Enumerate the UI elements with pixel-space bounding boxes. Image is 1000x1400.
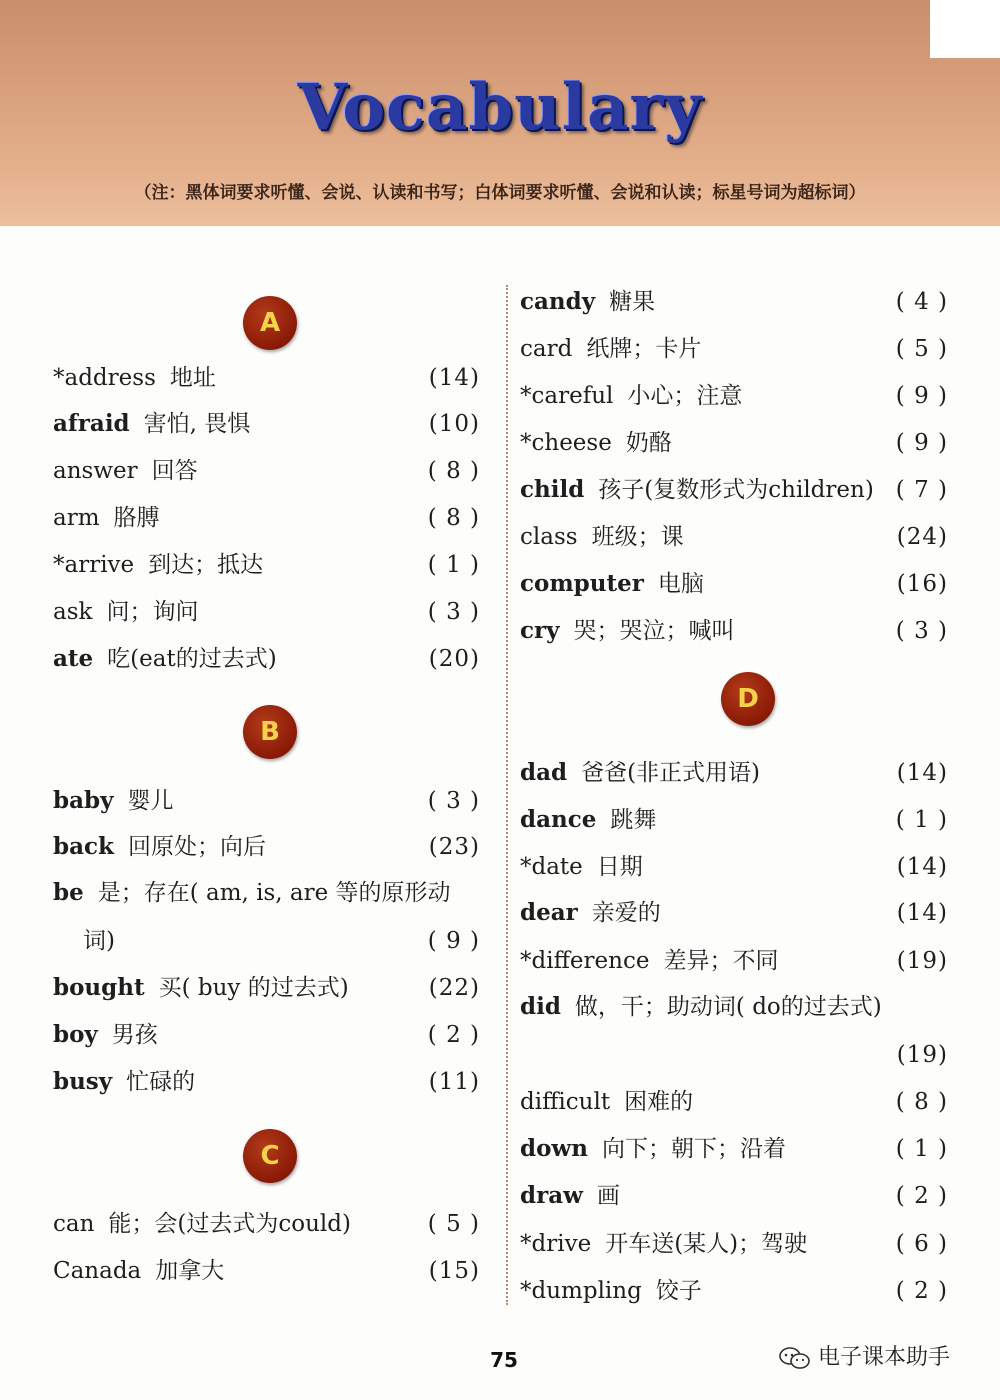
vocab-entry <box>520 757 760 789</box>
vocab-page-ref: ( 1 ) <box>895 1136 948 1162</box>
vocab-page-ref: (19) <box>896 1042 948 1068</box>
vocab-page-ref: (19) <box>896 948 948 974</box>
vocab-word: *date <box>520 854 583 880</box>
vocab-entry <box>53 972 349 1004</box>
vocab-page-ref: (14) <box>896 760 948 786</box>
vocab-entry <box>520 521 684 553</box>
vocab-page-ref: (24) <box>896 524 948 550</box>
section-badge-c: C <box>243 1129 297 1183</box>
vocab-word: ate <box>53 645 94 672</box>
vocab-entry <box>520 474 874 506</box>
vocab-entry <box>520 1228 807 1260</box>
wechat-icon <box>778 1346 812 1370</box>
vocab-word: down <box>520 1135 588 1162</box>
vocab-page-ref: ( 9 ) <box>427 928 480 954</box>
vocab-word: did <box>520 993 561 1020</box>
vocab-meaning: 糖果 <box>609 289 656 315</box>
vocab-page-ref: (16) <box>896 571 948 597</box>
section-badge-a: A <box>243 296 297 350</box>
watermark <box>778 1340 950 1371</box>
vocab-meaning: 亲爱的 <box>591 900 661 926</box>
header-corner <box>930 0 1000 58</box>
vocab-entry <box>520 897 661 929</box>
vocab-page-ref: ( 9 ) <box>895 430 948 456</box>
vocab-entry <box>53 362 216 394</box>
vocab-word: *drive <box>520 1231 592 1257</box>
vocab-entry <box>53 408 250 440</box>
vocab-word: cry <box>520 617 560 644</box>
vocab-meaning: 向下；朝下；沿着 <box>601 1136 786 1162</box>
vocab-meaning: 问；询问 <box>106 599 199 625</box>
vocab-entry <box>53 596 198 628</box>
vocab-word: be <box>53 879 84 906</box>
section-badge-d: D <box>721 672 775 726</box>
vocab-meaning: 奶酪 <box>625 430 672 456</box>
vocab-meaning: 吃(eat的过去式) <box>107 646 277 672</box>
vocab-page-ref: ( 4 ) <box>895 289 948 315</box>
vocab-page-ref: (20) <box>428 646 480 672</box>
vocab-meaning: 饺子 <box>655 1278 702 1304</box>
vocab-page-ref: ( 8 ) <box>895 1089 948 1115</box>
vocab-entry <box>53 877 451 909</box>
vocab-meaning: 回答 <box>151 458 198 484</box>
vocab-meaning: 班级；课 <box>591 524 684 550</box>
section-badge-b: B <box>243 705 297 759</box>
column-divider <box>506 285 508 1305</box>
vocab-word: *cheese <box>520 430 612 456</box>
vocab-meaning: 买( buy 的过去式) <box>158 975 349 1001</box>
vocab-meaning: 画 <box>596 1183 620 1209</box>
vocab-word: computer <box>520 570 644 597</box>
vocab-page-ref: (14) <box>896 854 948 880</box>
vocab-meaning: 地址 <box>169 365 216 391</box>
vocab-meaning: 加拿大 <box>155 1258 225 1284</box>
vocab-entry <box>53 643 277 675</box>
vocab-page-ref: (11) <box>428 1069 480 1095</box>
vocab-meaning: 到达；抵达 <box>148 552 264 578</box>
vocab-word: dear <box>520 899 578 926</box>
vocab-page-ref: ( 5 ) <box>895 336 948 362</box>
vocab-word: class <box>520 524 578 550</box>
vocab-word: card <box>520 336 573 362</box>
vocab-meaning: 是；存在( am, is, are 等的原形动 <box>97 880 451 906</box>
vocab-entry <box>53 1208 351 1240</box>
vocab-word: afraid <box>53 410 130 437</box>
vocab-page-ref: ( 1 ) <box>895 807 948 833</box>
vocab-entry <box>520 380 742 412</box>
vocab-meaning: 差异；不同 <box>663 948 779 974</box>
vocab-word: answer <box>53 458 138 484</box>
vocab-meaning: 爸爸(非正式用语) <box>581 760 761 786</box>
vocab-meaning: 害怕, 畏惧 <box>143 411 251 437</box>
vocab-page-ref: ( 8 ) <box>427 505 480 531</box>
vocab-page-ref: (23) <box>428 834 480 860</box>
vocab-entry <box>520 1275 702 1307</box>
vocab-meaning: 婴儿 <box>127 788 174 814</box>
vocab-entry <box>520 568 704 600</box>
vocab-page-ref: ( 2 ) <box>895 1278 948 1304</box>
vocab-entry <box>520 945 778 977</box>
vocab-entry <box>520 286 655 318</box>
vocab-meaning: 孩子(复数形式为children) <box>598 477 874 503</box>
vocab-meaning: 开车送(某人)；驾驶 <box>605 1231 808 1257</box>
vocab-meaning: 做，干；助动词( do的过去式) <box>574 994 882 1020</box>
vocab-entry <box>520 1180 620 1212</box>
vocab-page-ref: ( 7 ) <box>895 477 948 503</box>
page-header <box>0 0 1000 226</box>
vocab-word: *address <box>53 365 156 391</box>
vocab-word: draw <box>520 1182 583 1209</box>
vocab-word: busy <box>53 1068 113 1095</box>
vocab-entry <box>520 1133 786 1165</box>
vocab-word: baby <box>53 787 114 814</box>
vocab-page-ref: ( 8 ) <box>427 458 480 484</box>
vocab-word: arm <box>53 505 100 531</box>
vocab-word: candy <box>520 288 596 315</box>
vocab-entry <box>520 615 735 647</box>
vocab-meaning: 电脑 <box>657 571 704 597</box>
vocab-page-ref: (14) <box>428 365 480 391</box>
vocab-word: *careful <box>520 383 614 409</box>
vocab-meaning: 词) <box>83 928 115 954</box>
vocab-entry <box>53 1066 195 1098</box>
vocab-word: boy <box>53 1021 98 1048</box>
vocab-meaning: 忙碌的 <box>126 1069 196 1095</box>
vocab-entry <box>520 333 701 365</box>
vocab-entry <box>53 549 263 581</box>
vocab-meaning: 回原处；向后 <box>127 834 266 860</box>
vocab-page-ref: ( 2 ) <box>895 1183 948 1209</box>
vocab-page-ref: ( 9 ) <box>895 383 948 409</box>
vocab-meaning: 哭；哭泣；喊叫 <box>573 618 735 644</box>
vocab-word: difficult <box>520 1089 611 1115</box>
vocab-page-ref: ( 3 ) <box>427 788 480 814</box>
vocab-entry <box>53 502 160 534</box>
vocab-entry <box>520 851 643 883</box>
watermark-text: 电子课本助手 <box>818 1345 951 1370</box>
vocab-entry <box>53 1255 224 1287</box>
vocab-word: back <box>53 833 114 860</box>
vocab-meaning: 纸牌；卡片 <box>586 336 702 362</box>
page-title: Vocabulary <box>297 70 703 145</box>
vocab-word: Canada <box>53 1258 142 1284</box>
vocab-entry <box>53 1019 158 1051</box>
vocab-meaning: 胳膊 <box>113 505 160 531</box>
vocab-word: *difference <box>520 948 650 974</box>
vocab-meaning: 日期 <box>596 854 643 880</box>
vocab-meaning: 能；会(过去式为could) <box>108 1211 351 1237</box>
vocab-page-ref: ( 6 ) <box>895 1231 948 1257</box>
vocab-entry <box>520 991 882 1023</box>
vocab-page-ref: ( 1 ) <box>427 552 480 578</box>
vocab-word: dad <box>520 759 568 786</box>
vocab-page-ref: ( 2 ) <box>427 1022 480 1048</box>
vocab-word: *dumpling <box>520 1278 642 1304</box>
vocab-entry <box>83 925 115 957</box>
vocab-entry <box>53 785 173 817</box>
vocab-page-ref: (15) <box>428 1258 480 1284</box>
page-number: 75 <box>490 1348 518 1372</box>
vocab-entry <box>53 831 266 863</box>
vocab-meaning: 男孩 <box>111 1022 158 1048</box>
vocab-page-ref: (10) <box>428 411 480 437</box>
vocab-word: *arrive <box>53 552 135 578</box>
vocab-word: ask <box>53 599 93 625</box>
usage-note: （注：黑体词要求听懂、会说、认读和书写；白体词要求听懂、会说和认读；标星号词为超标词） <box>134 183 866 203</box>
vocab-entry <box>520 1086 693 1118</box>
vocab-page-ref: (22) <box>428 975 480 1001</box>
vocab-page-ref: (14) <box>896 900 948 926</box>
vocab-word: child <box>520 476 585 503</box>
vocab-page-ref: ( 5 ) <box>427 1211 480 1237</box>
vocab-word: bought <box>53 974 145 1001</box>
vocab-meaning: 小心；注意 <box>627 383 743 409</box>
vocab-entry <box>520 804 656 836</box>
vocab-page-ref: ( 3 ) <box>427 599 480 625</box>
vocab-meaning: 困难的 <box>624 1089 694 1115</box>
vocab-entry <box>53 455 198 487</box>
vocab-entry <box>520 427 672 459</box>
vocab-page-ref: ( 3 ) <box>895 618 948 644</box>
vocab-word: can <box>53 1211 95 1237</box>
vocab-meaning: 跳舞 <box>610 807 657 833</box>
vocab-word: dance <box>520 806 597 833</box>
